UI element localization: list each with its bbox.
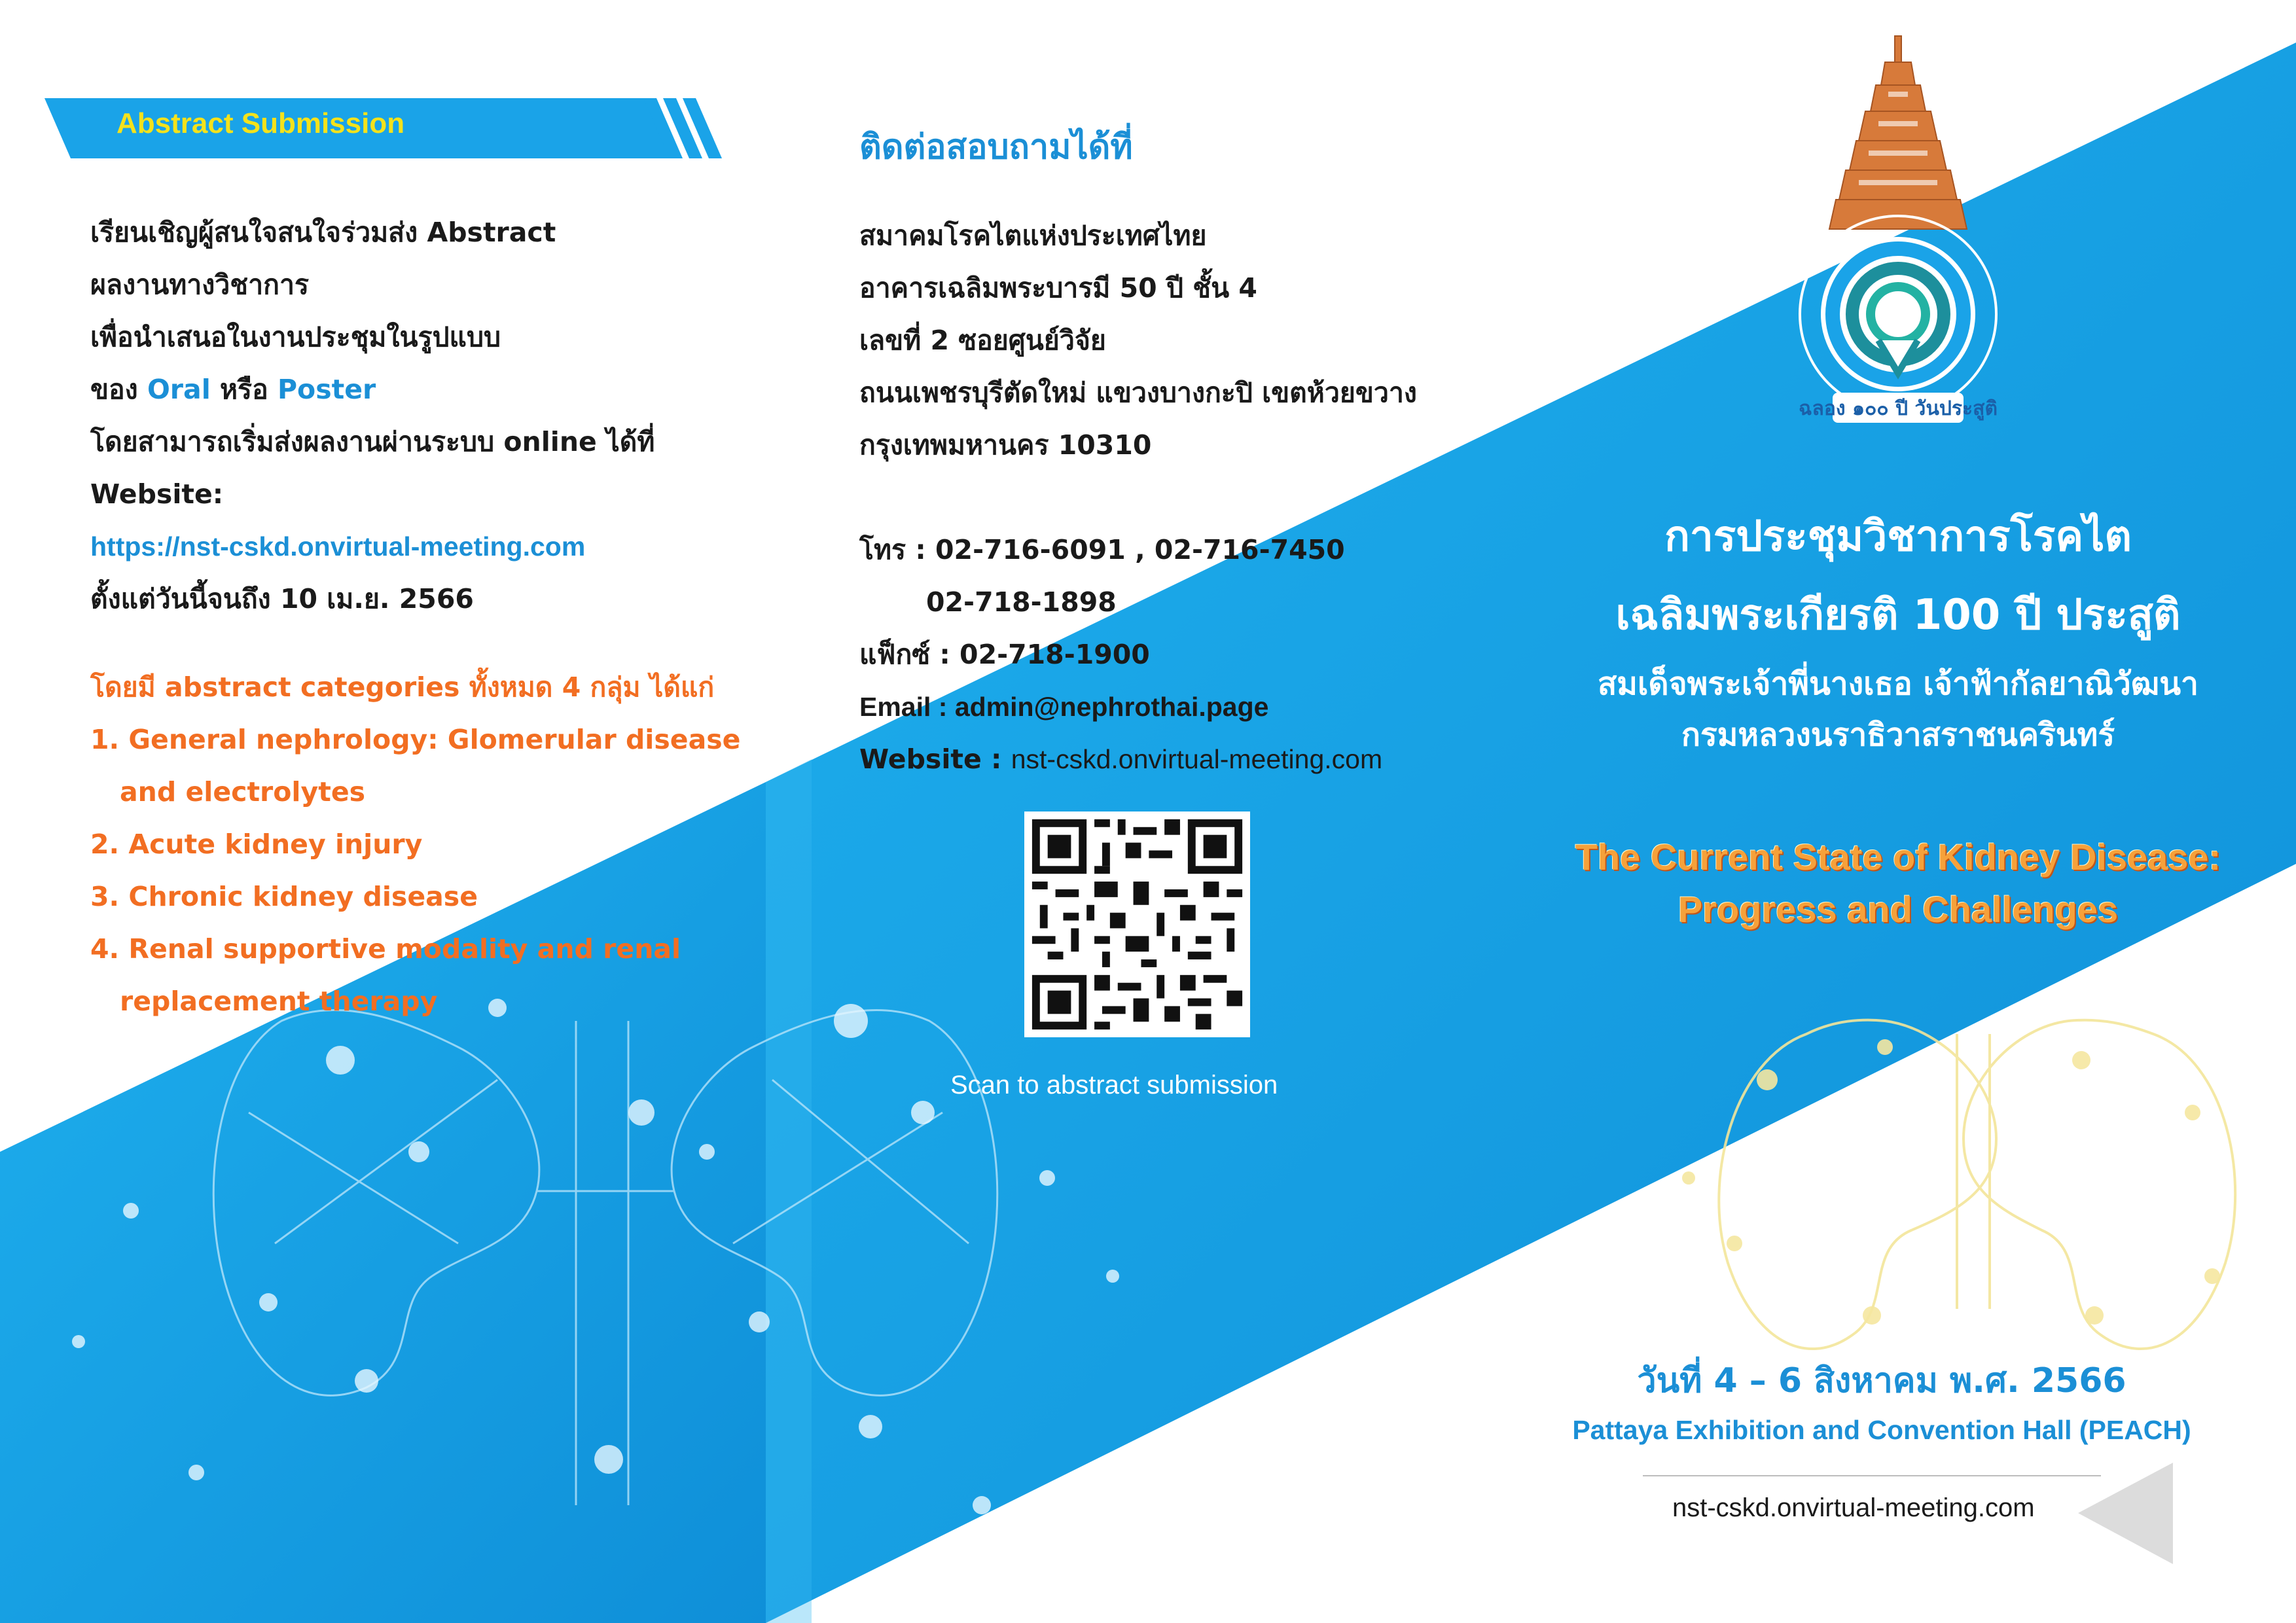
website-value[interactable]: nst-cskd.onvirtual-meeting.com bbox=[1011, 744, 1383, 774]
deadline-text: ตั้งแต่วันนี้จนถึง 10 เม.ย. 2566 bbox=[90, 583, 474, 615]
left-invite-block bbox=[90, 206, 655, 625]
category-item: 2. Acute kidney injury bbox=[90, 829, 423, 860]
address-line: กรุงเทพมหานคร 10310 bbox=[859, 429, 1152, 461]
format-prefix: ของ bbox=[90, 374, 147, 405]
theme-line-2: Progress and Challenges bbox=[1677, 889, 2119, 930]
conference-subtitle-1: สมเด็จพระเจ้าพี่นางเธอ เจ้าฟ้ากัลยาณิวัฒนา bbox=[1598, 666, 2198, 702]
format-or: หรือ bbox=[210, 374, 278, 405]
category-item: 3. Chronic kidney disease bbox=[90, 881, 478, 912]
event-venue: Pattaya Exhibition and Convention Hall (PEACH) bbox=[1572, 1415, 2191, 1445]
event-info-block bbox=[1440, 1355, 2296, 1453]
categories-heading: โดยมี abstract categories ทั้งหมด 4 กลุ่ม ได้แก่ bbox=[90, 671, 715, 703]
conference-title-1: การประชุมวิชาการโรคไต bbox=[1664, 512, 2132, 561]
online-line: โดยสามารถเริ่มส่งผลงานผ่านระบบ online ได้ที่ bbox=[90, 426, 655, 457]
format-poster: Poster bbox=[277, 374, 376, 405]
website-line bbox=[859, 733, 1382, 785]
anniversary-emblem bbox=[1761, 26, 2036, 445]
address-line: เลขที่ 2 ซอยศูนย์วิจัย bbox=[859, 325, 1106, 356]
fax-line: แฟ็กซ์ : 02-718-1900 bbox=[859, 639, 1150, 670]
conference-title-2: เฉลิมพระเกียรติ 100 ปี ประสูติ bbox=[1615, 591, 2181, 639]
english-theme-block bbox=[1440, 831, 2296, 936]
email-line[interactable]: Email : admin@nephrothai.page bbox=[859, 692, 1269, 722]
category-item: 4. Renal supportive modality and renal bbox=[90, 933, 681, 965]
category-item-cont: and electrolytes bbox=[120, 776, 366, 808]
qr-code[interactable] bbox=[1024, 812, 1250, 1037]
invite-line: เพื่อนำเสนอในงานประชุมในรูปแบบ bbox=[90, 321, 501, 353]
address-line: อาคารเฉลิมพระบารมี 50 ปี ชั้น 4 bbox=[859, 272, 1257, 304]
categories-block bbox=[90, 661, 740, 1027]
contact-title: ติดต่อสอบถามได้ที่ bbox=[859, 128, 1133, 167]
event-date: วันที่ 4 – 6 สิงหาคม พ.ศ. 2566 bbox=[1637, 1361, 2126, 1400]
contact-block bbox=[859, 524, 1382, 785]
conference-subtitle-2: กรมหลวงนราธิวาสราชนครินทร์ bbox=[1681, 717, 2115, 753]
footer-url[interactable]: nst-cskd.onvirtual-meeting.com bbox=[1672, 1493, 2035, 1522]
invite-line: เรียนเชิญผู้สนใจสนใจร่วมส่ง Abstract bbox=[90, 217, 556, 248]
qr-caption: Scan to abstract submission bbox=[950, 1071, 1278, 1099]
abstract-submission-title: Abstract Submission bbox=[117, 107, 405, 139]
website-label: Website: bbox=[90, 478, 224, 510]
category-item-cont: replacement therapy bbox=[120, 986, 438, 1017]
format-line bbox=[90, 363, 655, 416]
theme-line-1: The Current State of Kidney Disease: bbox=[1575, 836, 2221, 878]
website-label: Website : bbox=[859, 743, 1011, 775]
emblem-text: ฉลอง ๑๐๐ ปี วันประสูติ bbox=[1799, 397, 1998, 420]
phone-line: โทร : 02-716-6091 , 02-716-7450 bbox=[859, 534, 1345, 565]
phone-line-2: 02-718-1898 bbox=[926, 586, 1117, 618]
footer-line bbox=[1643, 1475, 2101, 1476]
category-item: 1. General nephrology: Glomerular disease bbox=[90, 724, 741, 755]
format-oral: Oral bbox=[147, 374, 211, 405]
address-line: สมาคมโรคไตแห่งประเทศไทย bbox=[859, 220, 1207, 251]
address-block bbox=[859, 209, 1417, 471]
website-link[interactable]: https://nst-cskd.onvirtual-meeting.com bbox=[90, 531, 586, 562]
invite-line: ผลงานทางวิชาการ bbox=[90, 269, 310, 300]
address-line: ถนนเพชรบุรีตัดใหม่ แขวงบางกะปิ เขตห้วยขวาง bbox=[859, 377, 1417, 408]
right-title-block bbox=[1440, 497, 2296, 760]
